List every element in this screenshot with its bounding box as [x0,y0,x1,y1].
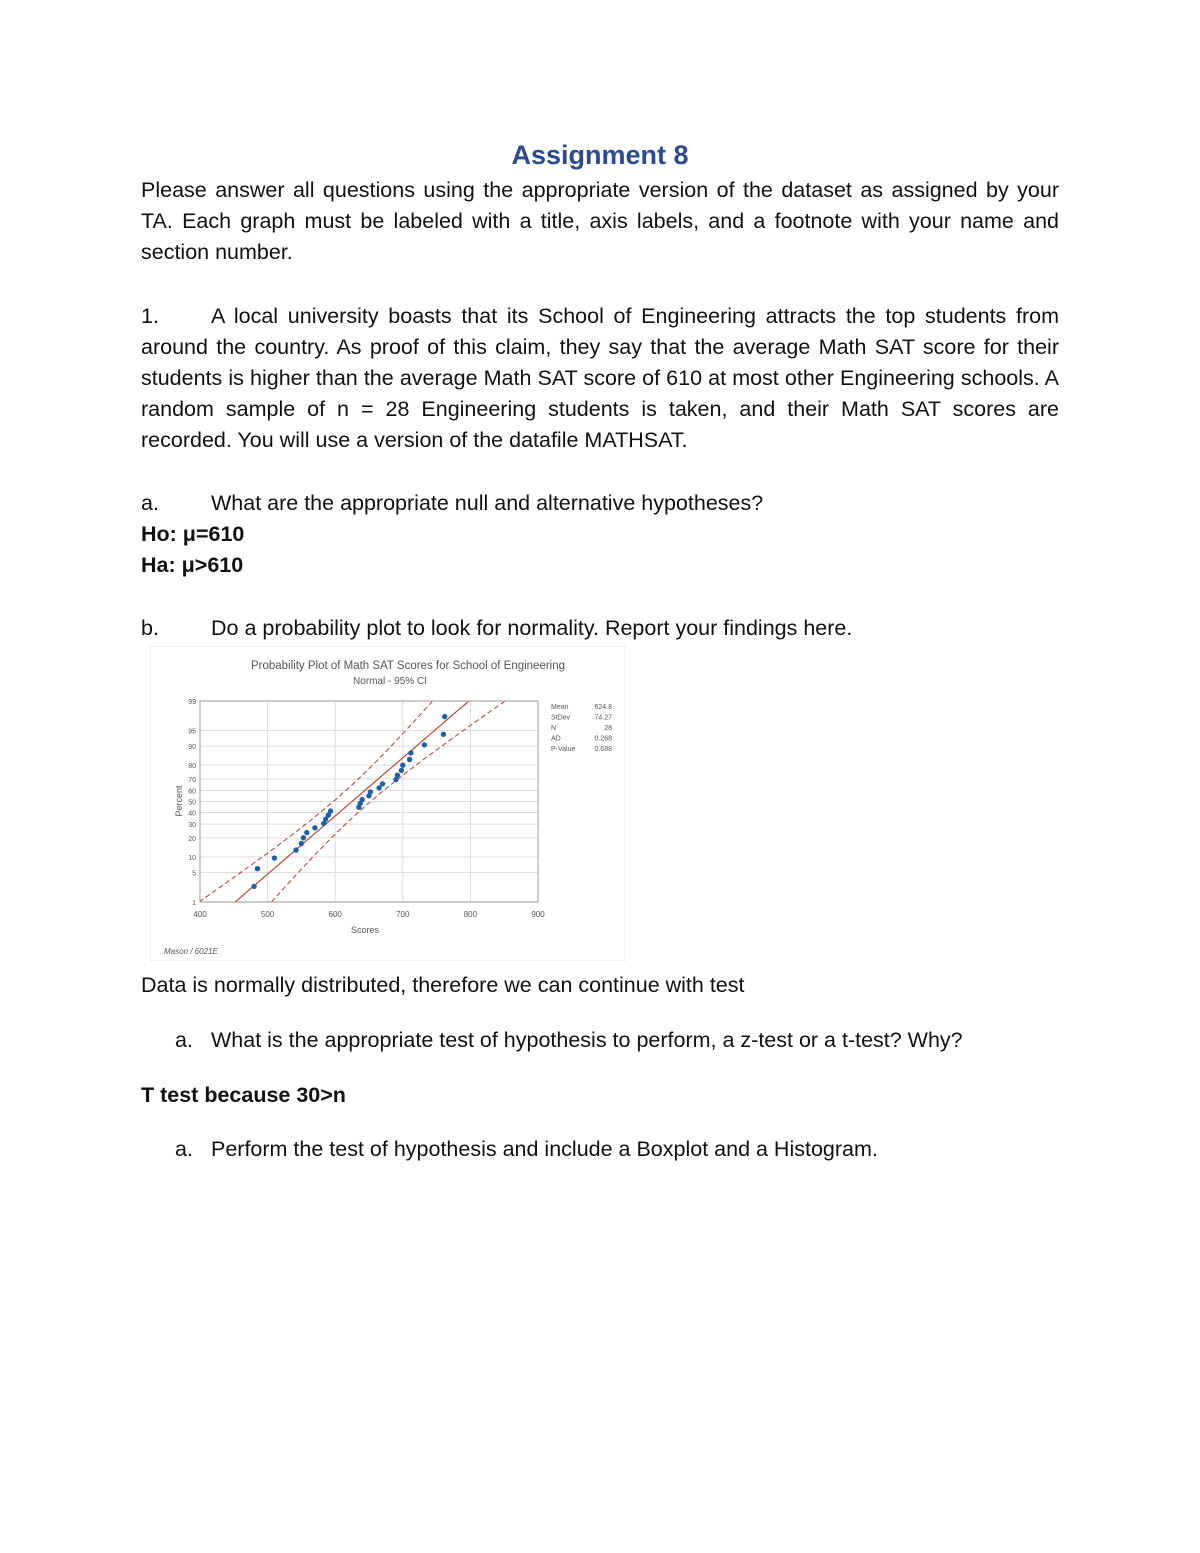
question-b-text: Do a probability plot to look for normality. Report your findings here. [211,616,853,640]
data-point [400,763,405,768]
alternative-hypothesis: Ha: μ>610 [141,553,244,577]
x-tick-label: 400 [193,910,207,919]
y-tick-label: 95 [188,728,196,736]
y-tick-label: 60 [188,788,196,796]
data-point [380,781,385,786]
question-b-letter: b. [141,616,159,640]
question-a-text: What are the appropriate null and alternative hypotheses? [211,491,764,515]
x-tick-label: 600 [328,910,342,919]
data-point [293,847,298,852]
stats-label: StDev [551,714,571,722]
chart-subtitle: Normal - 95% CI [353,676,427,687]
y-tick-label: 40 [188,810,196,818]
answer-c: T test because 30>n [141,1083,346,1107]
data-point [422,742,427,747]
x-tick-label: 800 [463,910,478,919]
stats-value: 0.268 [594,735,612,743]
data-point [255,866,260,871]
stats-value: 0.688 [594,746,612,753]
stats-value: 74.27 [594,714,612,722]
question-a-letter: a. [141,491,159,515]
stats-label: P-Value [551,746,576,753]
question-d [175,1134,878,1165]
probability-plot-figure [150,646,625,961]
data-point [299,841,304,846]
question-b [141,613,852,644]
data-point [312,825,317,830]
question-c-letter: a. [175,1028,193,1052]
x-tick-label: 900 [531,910,545,919]
stats-value: 28 [604,725,612,732]
y-tick-label: 99 [188,699,196,706]
normality-finding: Data is normally distributed, therefore we can continue with test [141,973,745,997]
data-point [328,808,333,813]
data-point [399,768,404,773]
question-d-letter: a. [175,1137,193,1161]
x-tick-label: 700 [396,910,410,919]
question-c [175,1025,963,1056]
data-point [272,855,277,860]
question-1 [141,301,1059,456]
chart-title: Probability Plot of Math SAT Scores for School of Engineering [250,660,566,672]
question-a [141,488,763,519]
data-point [408,750,413,755]
data-point [442,714,447,719]
data-point [301,835,306,840]
data-point [304,830,309,835]
stats-value: 624.8 [594,704,612,711]
data-point [441,732,446,737]
y-tick-label: 70 [188,776,196,784]
y-tick-label: 30 [188,822,196,830]
null-hypothesis: Ho: μ=610 [141,522,245,546]
data-point [368,789,373,794]
y-axis-label: Percent [174,785,184,817]
intro-paragraph: Please answer all questions using the appropriate version of the dataset as assigned by your TA. Each graph must be labeled with a title, axis labels, and a footnote with your name and section number. [141,178,1059,264]
chart-footnote: Mason / 6021E [164,947,218,956]
y-tick-label: 90 [188,744,196,752]
stats-label: AD [551,735,561,743]
stats-label: N [551,725,557,732]
data-point [360,797,365,802]
y-tick-label: 1 [192,900,196,907]
x-tick-label: 500 [260,910,275,919]
y-tick-label: 5 [192,870,196,878]
y-tick-label: 80 [188,763,196,771]
x-axis-label: Scores [350,925,380,935]
question-1-number: 1. [141,304,159,328]
question-c-text: What is the appropriate test of hypothesis to perform, a z-test or a t-test? Why? [211,1028,963,1052]
stats-label: Mean [551,704,569,711]
question-d-text: Perform the test of hypothesis and include a Boxplot and a Histogram. [211,1137,878,1161]
data-point [407,757,412,762]
data-point [251,884,256,889]
probability-plot [150,646,625,961]
y-tick-label: 20 [188,835,196,843]
data-point [395,773,400,778]
page-title: Assignment 8 [511,140,689,170]
question-1-text: A local university boasts that its School of Engineering attracts the top students from around the country. As proof of this claim, they say that the average Math SAT score for their students is higher than the average Math SAT score of 610 at most other Engineering schools. A random sample of n = 28 Engineering students is taken, and their Math SAT scores are recorded. You will use a version of the datafile MATHSAT. [141,304,1059,452]
y-tick-label: 50 [188,799,196,807]
y-tick-label: 10 [188,854,196,862]
